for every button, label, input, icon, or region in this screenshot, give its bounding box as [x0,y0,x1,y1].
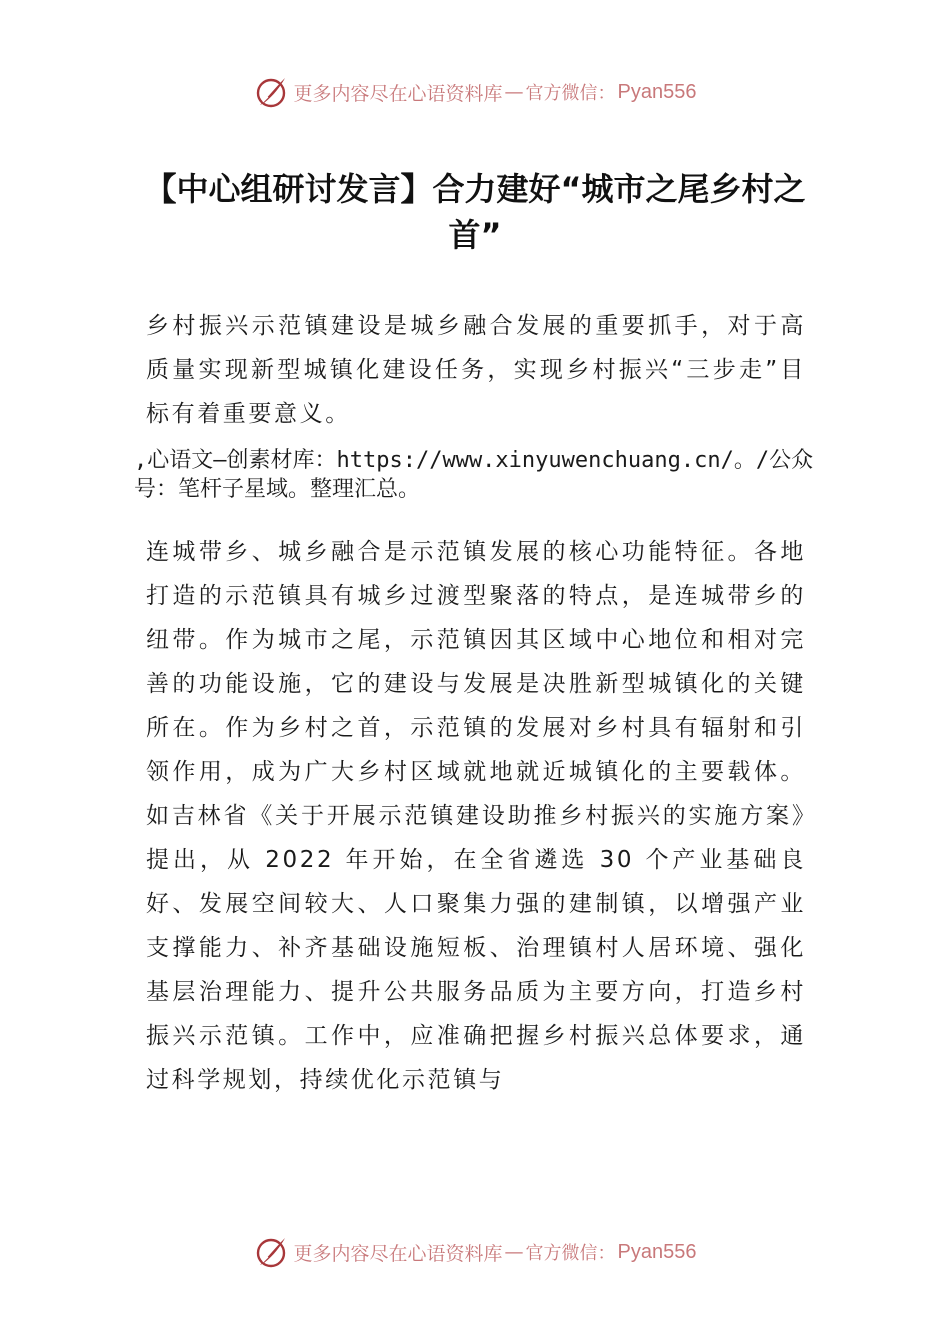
header-banner [0,72,950,112]
quill-pen-logo-icon [254,1235,288,1269]
paragraph-intro: 乡村振兴示范镇建设是城乡融合发展的重要抓手，对于高质量实现新型城镇化建设任务，实现乡村振兴“三步走”目标有着重要意义。 [146,313,806,427]
banner-wechat-label: 官方微信： [525,83,616,104]
banner-wechat-label: 官方微信： [525,1243,616,1264]
source-note: ,心语文—创素材库：https://www.xinyuwenchuang.cn/。/公众号：笔杆子星域。整理汇总。 [134,448,814,502]
paragraph-body: 连城带乡、城乡融合是示范镇发展的核心功能特征。各地打造的示范镇具有城乡过渡型聚落的特点，是连城带乡的纽带。作为城市之尾，示范镇因其区域中心地位和相对完善的功能设施，它的建设与发展是决胜新型城镇化的关键所在。作为乡村之首，示范镇的发展对乡村具有辐射和引领作用，成为广大乡村区域就地就近城镇化的主要载体。如吉林省《关于开展示范镇建设助推乡村振兴的实施方案》提出，从 2022 年开始，在全省遴选 30 个产业基础良好、发展空间较大、人口聚集力强的建制镇，以增强产业支撑能力、补齐基础设施短板、治理镇村人居环境、强化基层治理能力、提升公共服务品质为主要方向，打造乡村振兴示范镇。工作中，应准确把握乡村振兴总体要求，通过科学规划，持续优化示范镇与 [146,539,806,1093]
banner-main-text: 更多内容尽在心语资料库 [293,1242,503,1265]
banner-separator: — [504,1241,524,1263]
quill-pen-logo-icon [254,75,288,109]
document-title: 【中心组研讨发言】合力建好“城市之尾乡村之首” [144,170,806,254]
banner-main-text: 更多内容尽在心语资料库 [293,82,503,105]
banner-wechat-id: Pyan556 [617,80,697,103]
banner-wechat-id: Pyan556 [617,1240,697,1263]
footer-banner [0,1232,950,1272]
banner-separator: — [504,81,524,103]
